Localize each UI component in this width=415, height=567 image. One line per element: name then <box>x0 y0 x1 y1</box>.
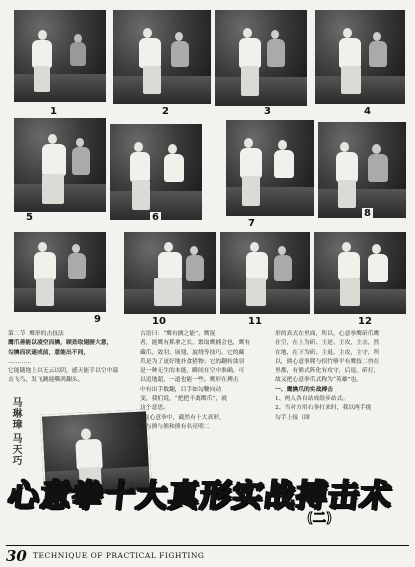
text-line: 里都，有熊式阵化有攻守，后退，斫打， <box>275 368 380 375</box>
section-heading: 第二节 鹰形的击技法 <box>8 331 64 337</box>
photo-number: 8 <box>364 208 371 219</box>
text-line: 在心意拳中，截然有十大真形， <box>140 414 225 421</box>
text-line: 爪是为了更好地扑食猎物；它的翻转敛羽 <box>140 358 245 365</box>
text-line: 它能随地上以无云以阴，感天能手以空中载 <box>8 368 119 375</box>
photo-number: 12 <box>358 316 372 327</box>
text-line: 藏爪、敛羽、展翅、旋绕等技巧。它的藏 <box>140 349 245 356</box>
photo-12 <box>314 232 406 314</box>
photo-number: 2 <box>162 106 169 117</box>
photo-3 <box>215 10 307 106</box>
text-line: ………… <box>8 358 32 365</box>
article-title-part: (二) <box>307 511 332 526</box>
text-line: 勾擒而状遂成前，意能出不同， <box>8 349 90 356</box>
text-line: 以追地超，一道也能一些。鹰形在搏击 <box>140 377 239 384</box>
text-line: 鹰与熊与熊和熊有名亮明二 <box>140 423 210 430</box>
text-line: 以，熊心意事爬与招竹够平有鹰技二兽在 <box>275 358 380 365</box>
photo-5 <box>14 118 106 212</box>
photo-6 <box>110 124 202 220</box>
photo-number: 3 <box>264 106 271 117</box>
photo-number: 5 <box>26 212 33 223</box>
photo-number: 1 <box>50 106 57 117</box>
text-line: 形的真式在里面，所以，心意拳鹰斫爪鹰 <box>275 331 380 337</box>
text-line: 在空，在上为斫、主逆、主攻，主击，然 <box>275 340 380 347</box>
text-line: 这个意思。 <box>140 405 169 412</box>
photo-4 <box>315 10 405 104</box>
text-line: 鹰爪善能以凌空而擒，顾劲取翅膀大意， <box>8 340 113 347</box>
text-line: 者，能鹰有抓拿之长，繁取鹰捕会也，鹰有 <box>140 340 251 347</box>
author-name: 马琳璋 <box>12 398 23 431</box>
photo-9 <box>14 232 106 312</box>
photo-number: 7 <box>248 218 255 229</box>
text-column-left <box>8 330 126 386</box>
photo-1 <box>14 10 106 102</box>
author-name: 马天巧 <box>12 434 23 467</box>
text-column-right <box>275 330 409 423</box>
photo-7 <box>226 120 314 216</box>
article-title: 心意拳十大真形实战搏击术 <box>6 478 394 514</box>
photo-number: 4 <box>364 106 371 117</box>
page-number: 30 <box>6 547 27 565</box>
photo-number: 10 <box>152 316 166 327</box>
photo-10 <box>124 232 216 314</box>
photo-number: 9 <box>94 314 101 325</box>
subsection-heading: 一、鹰擒爪的实战搏击 <box>275 386 333 393</box>
photo-8 <box>318 122 406 218</box>
text-line: 变，我们说，“把把不离鹰爪”，就 <box>140 396 228 403</box>
photo-2 <box>113 10 211 104</box>
text-line: 在地，在下为斫、主退、主攻，主守，所 <box>275 349 380 356</box>
text-line: 是一种无生的本能，瞬间在空中准确，可 <box>140 368 245 375</box>
text-line: 故又把心意拳爪式称为“英雄”也。 <box>275 377 363 384</box>
text-line: 1、两人各自站成组步站式。 <box>275 396 349 403</box>
text-line: 2、当对方用右拳打来时，我以两手拢 <box>275 405 372 412</box>
text-line: 古语曰：“鹰有擒之能”。鹰捉 <box>140 331 216 337</box>
photo-number: 6 <box>152 212 159 223</box>
photo-number: 11 <box>248 316 262 327</box>
text-line: 中有出手数翻，目手如勾鞭向动 <box>140 386 222 393</box>
text-line: 勾手上接（图 <box>275 414 310 421</box>
text-column-middle <box>140 330 270 432</box>
running-footer: TECHNIQUE OF PRACTICAL FIGHTING <box>33 551 205 560</box>
photo-11 <box>220 232 310 314</box>
text-line: 击飞鸟，发飞跳能嘶鸿翻头。 <box>8 377 84 384</box>
footer-rule <box>6 545 409 546</box>
